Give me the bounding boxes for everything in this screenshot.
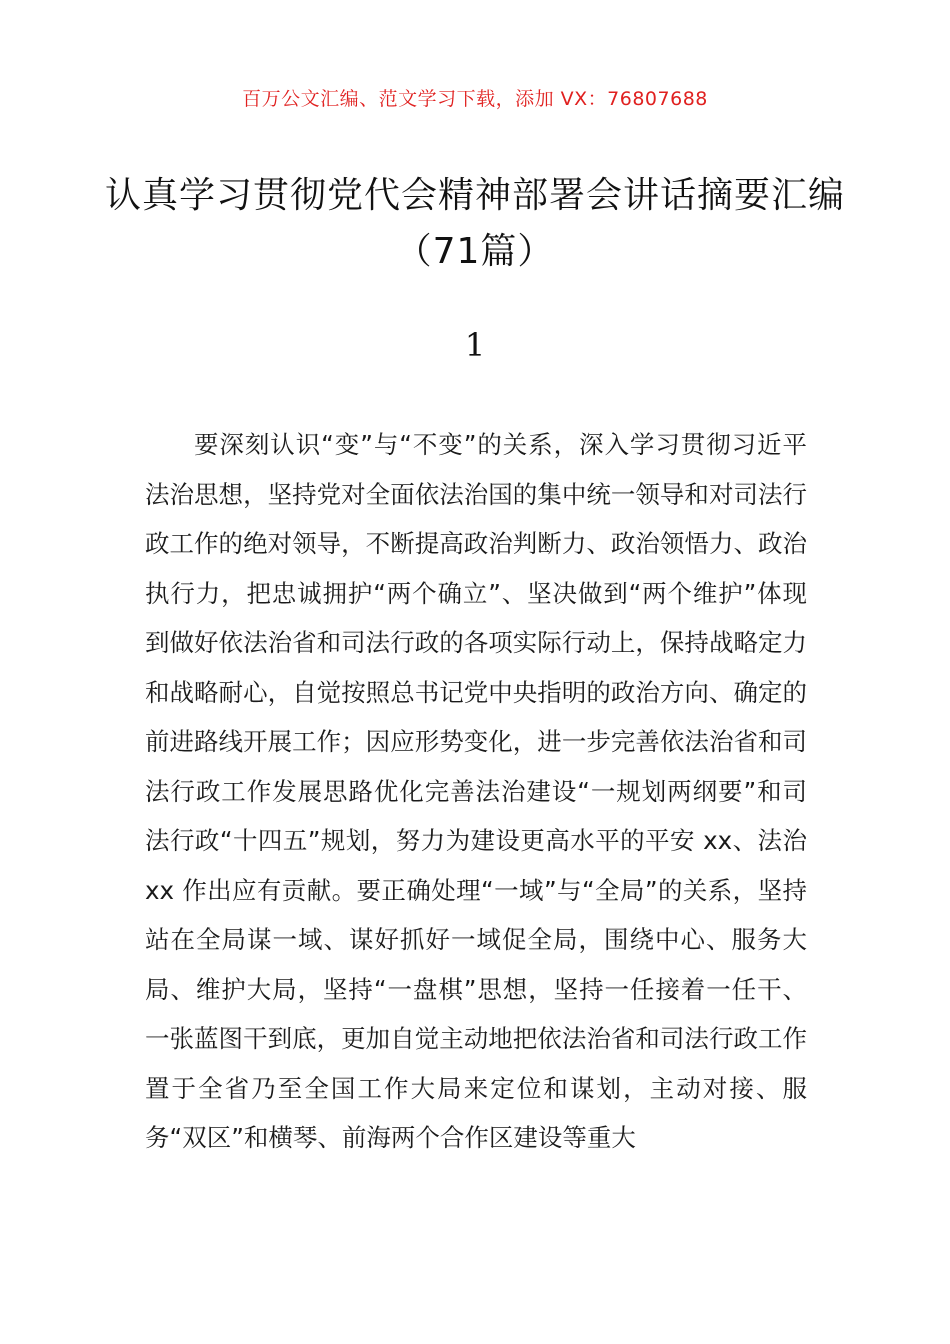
document-title: 认真学习贯彻党代会精神部署会讲话摘要汇编（71篇） [104,175,845,272]
section-number: 1 [464,326,486,364]
header-contact-note: 百万公文汇编、范文学习下载，添加 VX：76807688 [242,88,708,110]
body-paragraph: 要深刻认识“变”与“不变”的关系，深入学习贯彻习近平法治思想，坚持党对全面依法治国的集中统一领导和对司法行政工作的绝对领导，不断提高政治判断力、政治领悟力、政治执行力，把忠诚拥护“两个确立”、坚决做到“两个维护”体现到做好依法治省和司法行政的各项实际行动上，保持战略定力和战略耐心，自觉按照总书记党中央指明的政治方向、确定的前进路线开展工作；因应形势变化，进一步完善依法治省和司法行政工作发展思路优化完善法治建设“一规划两纲要”和司法行政“十四五”规划，努力为建设更高水平的平安 xx、法治 xx 作出应有贡献。要正确处理“一域”与“全局”的关系，坚持站在全局谋一域、谋好抓好一域促全局，围绕中心、服务大局、维护大局，坚持“一盘棋”思想，坚持一任接着一任干、一张蓝图干到底，更加自觉主动地把依法治省和司法行政工作置于全省乃至全国工作大局来定位和谋划，主动对接、服务“双区”和横琴、前海两个合作区建设等重大 [145,430,807,1152]
